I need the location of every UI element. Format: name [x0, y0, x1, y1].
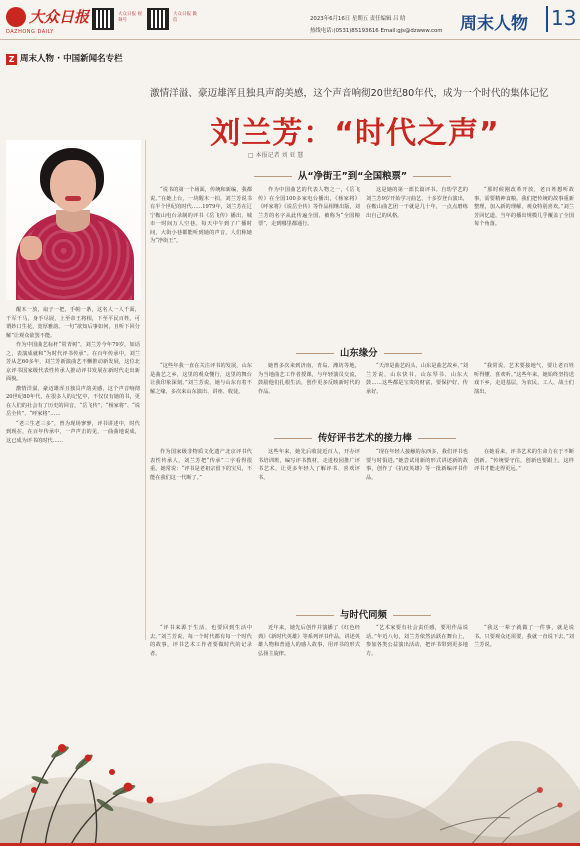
paragraph: “说书的第一个场面，传统和新编，我都说。”在她上台，一块醒木一拍，刘兰芳说书有半个世纪的时代……1979年，刘兰芳在辽宁鞍山电台录制的评书《岳飞传》播出，城市一时间万人空巷。每天中午到了广播时间，大街小巷都能听到她的声音，人们称她为“净街王”。	[150, 187, 252, 244]
body-column	[366, 448, 468, 606]
body-column	[366, 186, 468, 326]
paragraph: “我常说，艺术要接地气，要让老百姓听得懂、喜欢听。”这些年来，她始终坚持送戏下乡，走进基层，为农民、工人、战士们演出。	[474, 363, 574, 395]
section-heading	[290, 607, 437, 621]
article-byline: □ 本报记者 刘 亚 慧	[248, 152, 304, 159]
paragraph: “我这一辈子就做了一件事，就是说书。只要观众还需要，我就一直说下去。”刘兰芳说。	[474, 625, 574, 648]
paragraph: 这是她的第一部长篇评书。自幼学艺的刘兰芳9岁开始学习曲艺，十多岁登台演出，在鞍山曲艺团一干就是几十年，一点点磨练出自己的风格。	[366, 187, 468, 219]
body-column	[474, 186, 574, 326]
article-headline: 刘兰芳：“时代之声”	[210, 116, 500, 151]
newspaper-name: 大众日报	[29, 8, 90, 26]
date-line: 2023年6月16日 星期五 责任编辑 吕 晗	[310, 16, 406, 22]
painting-wash	[0, 700, 580, 846]
body-column	[258, 448, 360, 606]
column-tag-label: 周末人物 · 中国新闻名专栏	[20, 54, 123, 64]
paragraph: “天津是曲艺码头，山东是曲艺故乡。”刘兰芳说，山东快书、山东琴书、山东大鼓……这些都是宝贵的财富，要保护好、传承好。	[366, 363, 468, 395]
divider	[296, 615, 334, 616]
section-heading	[290, 345, 428, 359]
qr-label: 大众日报 视频号	[118, 12, 142, 23]
portrait-lips	[65, 196, 81, 201]
divider	[384, 353, 422, 354]
plant-leaves	[31, 744, 137, 812]
body-column	[474, 624, 574, 714]
divider	[254, 176, 292, 177]
divider	[546, 6, 548, 32]
body-column	[258, 362, 360, 424]
divider	[274, 438, 312, 439]
mountain-shape	[0, 741, 580, 846]
paragraph: 她曾多次来到济南、青岛、潍坊等地，为当地曲艺工作者授课，与年轻演员交流，鼓励他们扎根生活，创作更多反映新时代的作品。	[258, 363, 360, 395]
body-column	[366, 362, 468, 424]
body-column	[474, 448, 574, 606]
body-column	[150, 186, 252, 326]
intro-paragraph: 作为中国曲艺标杆“常青树”，刘兰芳今年79岁，如话之，表演成就和“为时代评书传承”。在百年传承中，刘兰芳从艺60多年，刘兰芳新演曲艺不懈推动新发展，这位北京评书国家级代表性传承人推动评书发展在新时代走出新面貌。	[6, 342, 140, 382]
article-subtitle: 激情洋溢、豪迈雄浑且独具声韵美感，这个声音响彻20世纪80年代，成为一个时代的集体记忆	[150, 88, 549, 99]
body-column	[258, 624, 360, 714]
section-heading	[248, 168, 457, 182]
portrait-photo	[6, 140, 141, 300]
portrait-collar	[56, 210, 90, 232]
paragraph: “那时候刚改革开放，老百姓想听故事，需要精神食粮。我们把传统的故事重新整理，加入新的理解，观众特别喜欢。”刘兰芳回忆道，当年的播出规模几乎覆盖了全国每个角落。	[474, 187, 574, 227]
section-title: 周末人物	[460, 14, 528, 34]
body-column	[150, 362, 252, 424]
section-heading-text: 传好评书艺术的接力棒	[318, 433, 412, 444]
section-heading-text: 从“净街王”到“全国粮票”	[298, 171, 408, 182]
portrait-face	[50, 160, 96, 212]
paragraph: “现在年轻人接触的东西多，我们评书也要与时俱进。”她尝试用新的形式讲述新的故事，创作了《抗疫英雄》等一批新编评书作品。	[366, 449, 468, 481]
contact-line: 热线电话:(0531)85193616 Email:gjs@dzwww.com	[310, 28, 443, 34]
divider	[296, 353, 334, 354]
divider	[418, 438, 456, 439]
qr-label: 大众日报 微信	[173, 12, 197, 23]
mountain-shape	[0, 794, 580, 846]
red-flowers	[31, 744, 154, 804]
page-number: 13	[551, 6, 577, 30]
section-heading	[268, 430, 462, 444]
body-column	[366, 624, 468, 714]
brushwork	[440, 790, 560, 846]
portrait-hand	[20, 236, 42, 260]
newspaper-logo-icon	[6, 7, 26, 27]
column-tag	[6, 52, 123, 65]
divider	[413, 176, 451, 177]
divider	[393, 615, 431, 616]
body-column	[150, 624, 252, 714]
body-column	[474, 362, 574, 424]
paragraph: 作为国家级非物质文化遗产北京评书代表性传承人，刘兰芳把“传承”二字看得很重。她常说：“评书是老祖宗留下的宝贝，不能在我们这一代断了。”	[150, 449, 252, 481]
newspaper-sub: DAZHONG DAILY	[6, 29, 54, 35]
section-heading-text: 山东缘分	[340, 348, 378, 359]
paragraph: 作为中国曲艺的代表人物之一，《岳飞传》在全国100多家电台播出，《杨家将》《呼家将》《说岳全传》等作品相继出版，刘兰芳的名字从此传遍全国，被称为“全国粮票”，走到哪里都通行。	[258, 187, 360, 227]
paragraph: 近年来，她先后创作并演播了《红色经典》《新时代英雄》等系列评书作品，讲述英雄人物和普通人的感人故事，用评书的形式弘扬主旋律。	[258, 625, 360, 657]
column-divider	[145, 140, 146, 640]
plant-stems	[20, 750, 125, 846]
masthead	[0, 0, 580, 40]
column-badge-icon: Z	[6, 54, 17, 65]
section-heading-text: 与时代同频	[340, 610, 387, 621]
paragraph: “评书来源于生活，也要回到生活中去。”刘兰芳说，每一个时代都有每一个时代的故事，评书艺术工作者要做时代的记录者。	[150, 625, 252, 657]
paragraph: “这些年我一直在关注评书的发展，山东是曲艺之乡，这里的观众懂行，这里的舞台让我印象深刻。”刘兰芳说，她与山东有着不解之缘，多次来山东演出、讲座、收徒。	[150, 363, 252, 395]
paragraph: “艺术家要有社会责任感，要用作品说话。”年近八旬，刘兰芳依然活跃在舞台上，参加各类公益演出活动，把评书带到更多地方。	[366, 625, 468, 657]
paragraph: 在她看来，评书艺术的生命力在于不断创新。“传统要守住，创新也要跟上，这样评书才能走得更远。”	[474, 449, 574, 472]
qr-code-icon[interactable]	[92, 8, 114, 30]
body-column	[258, 186, 360, 326]
paragraph: 这些年来，她先后收徒近百人，开办评书培训班，编写评书教材，走进校园推广评书艺术，让更多年轻人了解评书、喜欢评书。	[258, 449, 360, 481]
intro-column	[6, 306, 140, 646]
red-flowers	[537, 787, 563, 808]
qr-code-icon[interactable]	[147, 8, 169, 30]
intro-paragraph: 醒木一放，扇子一把，手帕一条，这名人一人千面，千军千马，身手尽展，上至帝王将相，下至平民百姓，可谓妙口生花，宽厚雅韵。一句“欲知后事如何，且听下回分解”让观众欲罢不能。	[6, 307, 140, 339]
body-column	[150, 448, 252, 606]
intro-paragraph: 激情洋溢，豪迈雄浑且独具声韵美感，这个声音响彻20世纪80年代，在很多人的记忆中，不仅仅有她的书，更在人们的社会有了历史的回音，“岳飞传”，“杨家将”、“说岳全传”、“呼家将”……	[6, 385, 140, 417]
intro-paragraph: “老三生老三多”，曾为现场寥寥，评书讲述中，时代到现在，在百年传承中，一声声击的见，一曲曲地说成，这已成为评书的时代……	[6, 420, 140, 444]
